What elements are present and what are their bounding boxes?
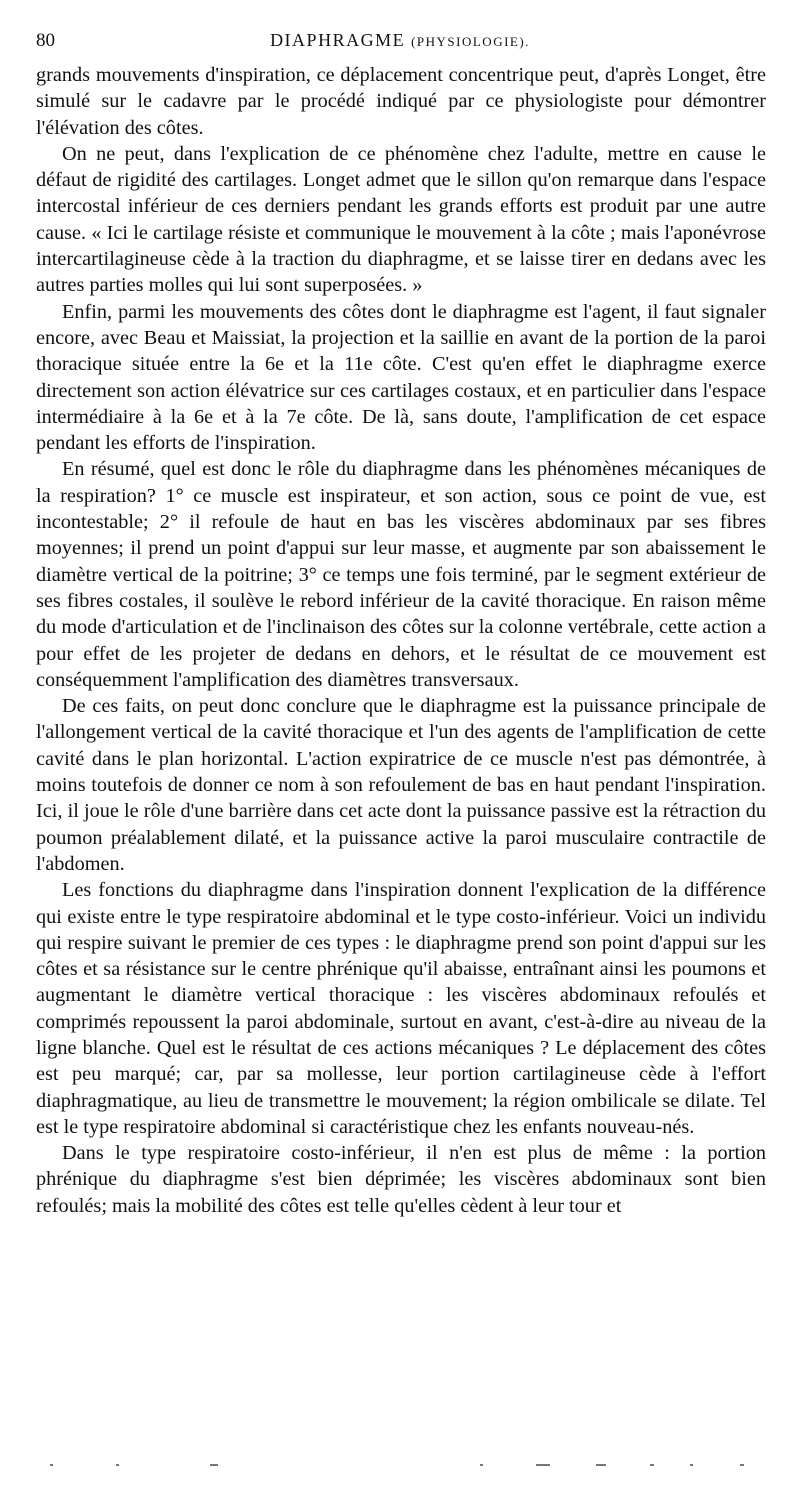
ink-speck [480,1464,483,1466]
ink-speck [50,1464,53,1466]
ink-speck [210,1464,218,1466]
paragraph-4: En résumé, quel est donc le rôle du diaphragme dans les phénomènes mécaniques de la respiration? 1° ce muscle est inspirateur, et son action, sous ce point de vue, est incontestable; 2° il refoule de haut en bas les viscères abdominaux par ses fibres moyennes; il prend un point d'appui sur leur masse, et augmente par son abaissement le diamètre vertical de la poitrine; 3° ce temps une fois terminé, par le segment extérieur de ses fibres costales, il soulève le rebord inférieur de la cavité thoracique. En raison même du mode d'articulation et de l'inclinaison des côtes sur la colonne vertébrale, cette action a pour effet de les projeter de dedans en dehors, et le résultat de ce mouvement est conséquemment l'amplification des diamètres transversaux. [36,458,766,691]
running-title [36,30,764,51]
ink-speck [116,1464,119,1466]
body-text [36,62,766,1219]
ink-speck [596,1464,606,1466]
paragraph-6: Les fonctions du diaphragme dans l'inspiration donnent l'explication de la différence qui existe entre le type respiratoire abdominal et le type costo-inférieur. Voici un individu qui respire suivant le premier de ces types : le diaphragme prend son point d'appui sur les côtes et sa résistance sur le centre phrénique qu'il abaisse, entraînant ainsi les poumons et augmentant le diamètre vertical thoracique : les viscères abdominaux refoulés et comprimés repoussent la paroi abdominale, surtout en avant, c'est-à-dire au niveau de la ligne blanche. Quel est le résultat de ces actions mécaniques ? Le déplacement des côtes est peu marqué; car, par sa mollesse, leur portion cartilagineuse cède à l'effort diaphragmatique, au lieu de transmettre le mouvement; la région ombilicale se dilate. Tel est le type respiratoire abdominal si caractéristique chez les enfants nouveau-nés. [36,879,766,1138]
ink-speck [690,1464,693,1466]
running-title-sub: (PHYSIOLOGIE). [411,34,530,49]
paragraph-2: On ne peut, dans l'explication de ce phénomène chez l'adulte, mettre en cause le défaut de rigidité des cartilages. Longet admet que le sillon qu'on remarque dans l'espace intercostal inférieur de ces derniers pendant les grands efforts est produit par une autre cause. « Ici le cartilage résiste et communique le mouvement à la côte ; mais l'aponévrose intercartilagineuse cède à la traction du diaphragme, et se laisse tirer en dedans avec les autres parties molles qui lui sont superposées. » [36,142,766,297]
ink-speck [536,1464,550,1466]
page-bottom-specks [40,1462,760,1468]
paragraph-1: grands mouvements d'inspiration, ce déplacement concentrique peut, d'après Longet, être simulé sur le cadavre par le procédé indiqué par ce physiologiste pour démontrer l'élévation des côtes. [36,64,766,139]
paragraph-7: Dans le type respiratoire costo-inférieur, il n'en est plus de même : la portion phrénique du diaphragme s'est bien déprimée; les viscères abdominaux sont bien refoulés; mais la mobilité des côtes est telle qu'elles cèdent à leur tour et [36,1142,766,1217]
ink-speck [650,1464,654,1466]
paragraph-3: Enfin, parmi les mouvements des côtes dont le diaphragme est l'agent, il faut signaler encore, avec Beau et Maissiat, la projection et la saillie en avant de la portion de la paroi thoracique située entre la 6e et la 11e côte. C'est qu'en effet le diaphragme exerce directement son action élévatrice sur ces cartilages costaux, et en particulier dans l'espace intermédiaire à la 6e et à la 7e côte. De là, sans doute, l'amplification de cet espace pendant les efforts de l'inspiration. [36,300,766,455]
paragraph-5: De ces faits, on peut donc conclure que le diaphragme est la puissance principale de l'allongement vertical de la cavité thoracique et l'un des agents de l'amplification de cette cavité dans le plan horizontal. L'action expiratrice de ce muscle n'est pas démontrée, à moins toutefois de donner ce nom à son refoulement de bas en haut pendant l'inspiration. Ici, il joue le rôle d'une barrière dans cet acte dont la puissance passive est la rétraction du poumon préalablement dilaté, et la puissance active la paroi musculaire contractile de l'abdomen. [36,695,766,875]
page-number: 80 [36,30,55,51]
page-header [36,30,764,56]
ink-speck [740,1464,744,1466]
running-title-main: DIAPHRAGME [270,30,406,50]
